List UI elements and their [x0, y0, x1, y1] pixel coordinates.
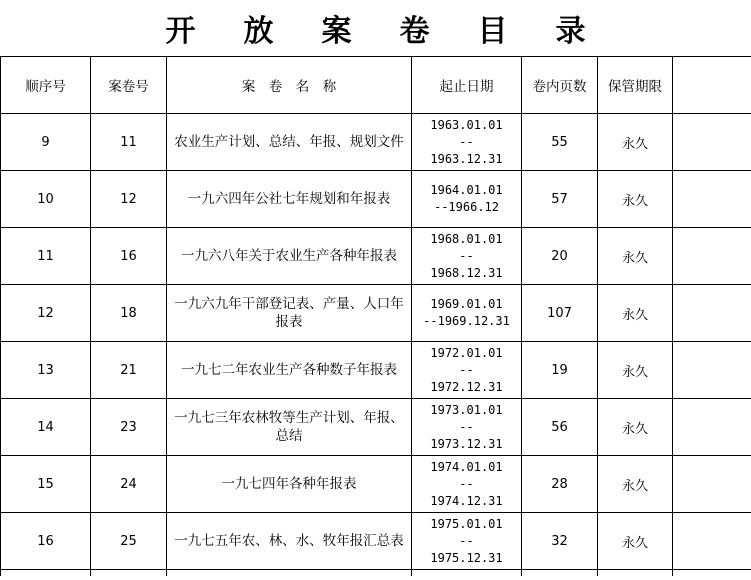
header-seq: 顺序号 — [1, 57, 91, 114]
cell-pages: 32 — [522, 513, 598, 570]
partial-cell — [167, 570, 412, 577]
cell-term: 永久 — [598, 114, 673, 171]
date-line: 1968.01.01 — [430, 231, 503, 246]
table-row — [1, 228, 751, 285]
date-line: 1973.01.01 — [430, 402, 503, 417]
table-row — [1, 171, 751, 228]
cell-vol: 11 — [91, 114, 167, 171]
cell-seq: 11 — [1, 228, 91, 285]
cell-pages: 57 — [522, 171, 598, 228]
cell-term: 永久 — [598, 171, 673, 228]
cell-pages: 20 — [522, 228, 598, 285]
cell-blank — [673, 171, 751, 228]
cell-date — [412, 456, 522, 513]
cell-pages: 28 — [522, 456, 598, 513]
cell-blank — [673, 456, 751, 513]
cell-blank — [673, 513, 751, 570]
cell-vol: 18 — [91, 285, 167, 342]
cell-name: 一九七四年各种年报表 — [167, 456, 412, 513]
cell-term: 永久 — [598, 399, 673, 456]
cell-seq: 13 — [1, 342, 91, 399]
cell-seq: 15 — [1, 456, 91, 513]
table-row — [1, 399, 751, 456]
cell-seq: 9 — [1, 114, 91, 171]
cell-date — [412, 513, 522, 570]
cell-blank — [673, 228, 751, 285]
date-line: --1969.12.31 — [423, 314, 510, 328]
cell-name: 一九七二年农业生产各种数子年报表 — [167, 342, 412, 399]
cell-date — [412, 342, 522, 399]
partial-cell — [522, 570, 598, 577]
cell-blank — [673, 399, 751, 456]
cell-date — [412, 399, 522, 456]
cell-name: 一九六九年干部登记表、产量、人口年报表 — [167, 285, 412, 342]
cell-seq: 12 — [1, 285, 91, 342]
date-line: -- — [459, 134, 474, 149]
date-line: 1974.01.01 — [430, 459, 503, 474]
partial-row — [1, 570, 751, 577]
partial-cell — [1, 570, 91, 577]
date-line: 1973.12.31 — [430, 436, 503, 451]
header-name: 案 卷 名 称 — [167, 57, 412, 114]
date-line: -- — [459, 533, 474, 548]
partial-cell — [598, 570, 673, 577]
table-row — [1, 114, 751, 171]
cell-term: 永久 — [598, 285, 673, 342]
header-blank — [673, 57, 751, 114]
date-line: -- — [459, 362, 474, 377]
table-row — [1, 342, 751, 399]
cell-vol: 24 — [91, 456, 167, 513]
partial-cell — [412, 570, 522, 577]
cell-vol: 12 — [91, 171, 167, 228]
cell-seq: 14 — [1, 399, 91, 456]
page-title — [0, 0, 751, 56]
cell-seq: 10 — [1, 171, 91, 228]
cell-date — [412, 114, 522, 171]
date-line: -- — [459, 476, 474, 491]
title-char: 案 — [321, 14, 352, 49]
date-line: --1966.12 — [433, 200, 500, 214]
date-line: 1972.01.01 — [430, 345, 503, 360]
cell-blank — [673, 114, 751, 171]
cell-pages: 19 — [522, 342, 598, 399]
cell-pages: 55 — [522, 114, 598, 171]
cell-name: 一九七五年农、林、水、牧年报汇总表 — [167, 513, 412, 570]
table-row — [1, 285, 751, 342]
title-char: 录 — [555, 14, 586, 49]
table-row — [1, 456, 751, 513]
title-char: 卷 — [399, 14, 430, 49]
header-term: 保管期限 — [598, 57, 673, 114]
date-line: 1963.12.31 — [430, 151, 503, 166]
cell-term: 永久 — [598, 228, 673, 285]
cell-seq: 16 — [1, 513, 91, 570]
cell-name: 一九六四年公社七年规划和年报表 — [167, 171, 412, 228]
cell-date — [412, 171, 522, 228]
date-line: 1972.12.31 — [430, 379, 503, 394]
cell-name: 农业生产计划、总结、年报、规划文件 — [167, 114, 412, 171]
date-line: 1975.01.01 — [430, 516, 503, 531]
date-line: 1975.12.31 — [430, 550, 503, 565]
cell-vol: 23 — [91, 399, 167, 456]
header-pages: 卷内页数 — [522, 57, 598, 114]
date-line: 1964.01.01 — [430, 183, 503, 197]
date-line: 1963.01.01 — [430, 117, 503, 132]
cell-pages: 107 — [522, 285, 598, 342]
cell-term: 永久 — [598, 513, 673, 570]
cell-date — [412, 285, 522, 342]
header-row — [1, 57, 751, 114]
partial-cell — [91, 570, 167, 577]
cell-vol: 21 — [91, 342, 167, 399]
cell-vol: 16 — [91, 228, 167, 285]
catalog-table — [0, 56, 751, 576]
date-line: 1968.12.31 — [430, 265, 503, 280]
partial-cell — [673, 570, 751, 577]
title-char: 目 — [477, 14, 508, 49]
cell-blank — [673, 285, 751, 342]
title-char: 放 — [243, 14, 274, 49]
table-row — [1, 513, 751, 570]
date-line: 1974.12.31 — [430, 493, 503, 508]
header-date: 起止日期 — [412, 57, 522, 114]
date-line: -- — [459, 419, 474, 434]
date-line: -- — [459, 248, 474, 263]
cell-name: 一九七三年农林牧等生产计划、年报、总结 — [167, 399, 412, 456]
cell-term: 永久 — [598, 456, 673, 513]
cell-vol: 25 — [91, 513, 167, 570]
cell-pages: 56 — [522, 399, 598, 456]
cell-blank — [673, 342, 751, 399]
cell-name: 一九六八年关于农业生产各种年报表 — [167, 228, 412, 285]
header-vol: 案卷号 — [91, 57, 167, 114]
cell-term: 永久 — [598, 342, 673, 399]
title-char: 开 — [165, 14, 196, 49]
cell-date — [412, 228, 522, 285]
date-line: 1969.01.01 — [430, 297, 503, 311]
